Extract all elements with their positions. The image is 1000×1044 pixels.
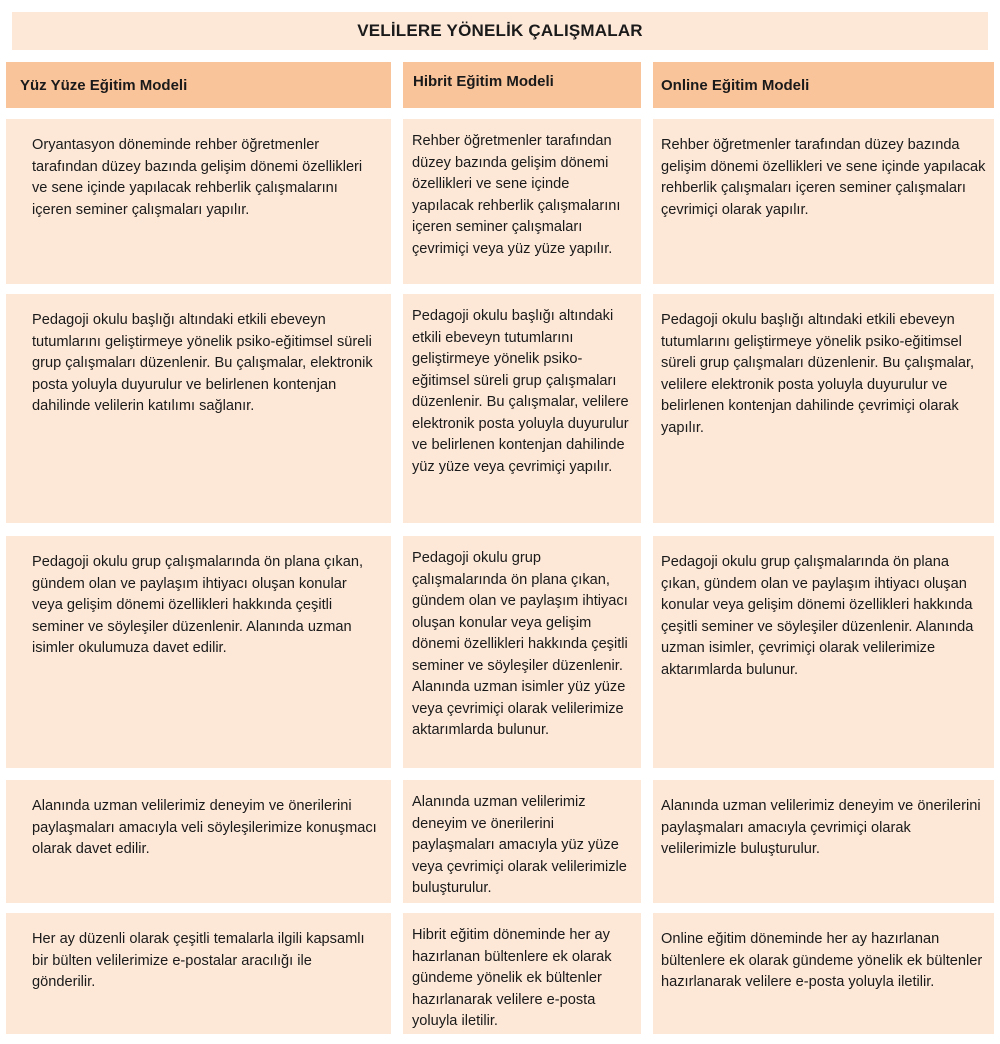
table-cell: Her ay düzenli olarak çeşitli temalarla ilgili kapsamlı bir bülten velilerimize e-postalar aracılığı ile gönderilir. (6, 913, 391, 1034)
table-cell: Pedagoji okulu grup çalışmalarında ön plana çıkan, gündem olan ve paylaşım ihtiyacı oluşan konular veya gelişim dönemi özellikleri hakkında çeşitli seminer ve söyleşiler düzenlenir. Alanında uzman isimler yüz yüze veya çevrimiçi olarak velilerimize aktarımlarda bulunur. (403, 536, 641, 768)
column-header-online: Online Eğitim Modeli (653, 62, 994, 108)
table-cell: Pedagoji okulu grup çalışmalarında ön plana çıkan, gündem olan ve paylaşım ihtiyacı oluşan konular veya gelişim dönemi özellikleri hakkında çeşitli seminer ve söyleşiler düzenlenir. Alanında uzman isimler, çevrimiçi olarak velilerimize aktarımlarda bulunur. (653, 536, 994, 768)
column-header-face-to-face: Yüz Yüze Eğitim Modeli (6, 62, 391, 108)
table-cell: Alanında uzman velilerimiz deneyim ve önerilerini paylaşmaları amacıyla yüz yüze veya çevrimiçi olarak velilerimizle buluşturulur. (403, 780, 641, 903)
table-cell: Rehber öğretmenler tarafından düzey bazında gelişim dönemi özellikleri ve sene içinde yapılacak rehberlik çalışmalarını içeren seminer çalışmaları çevrimiçi veya yüz yüze yapılır. (403, 119, 641, 284)
table-cell: Alanında uzman velilerimiz deneyim ve önerilerini paylaşmaları amacıyla çevrimiçi olarak velilerimizle buluşturulur. (653, 780, 994, 903)
table-cell: Pedagoji okulu başlığı altındaki etkili ebeveyn tutumlarını geliştirmeye yönelik psiko-eğitimsel süreli grup çalışmaları düzenlenir. Bu çalışmalar, elektronik posta yoluyla duyurulur ve belirlenen kontenjan dahilinde velilerin katılımı sağlanır. (6, 294, 391, 523)
table-cell: Oryantasyon döneminde rehber öğretmenler tarafından düzey bazında gelişim dönemi özellikleri ve sene içinde yapılacak rehberlik çalışmalarını içeren seminer çalışmaları yapılır. (6, 119, 391, 284)
table-cell: Alanında uzman velilerimiz deneyim ve önerilerini paylaşmaları amacıyla veli söyleşilerimize konuşmacı olarak davet edilir. (6, 780, 391, 903)
table-cell: Pedagoji okulu grup çalışmalarında ön plana çıkan, gündem olan ve paylaşım ihtiyacı oluşan konular veya gelişim dönemi özellikleri hakkında çeşitli seminer ve söyleşiler düzenlenir. Alanında uzman isimler okulumuza davet edilir. (6, 536, 391, 768)
table-cell: Online eğitim döneminde her ay hazırlanan bültenlere ek olarak gündeme yönelik ek bültenler hazırlanarak velilere e-posta yoluyla iletilir. (653, 913, 994, 1034)
page-title: VELİLERE YÖNELİK ÇALIŞMALAR (12, 12, 988, 50)
table-cell: Pedagoji okulu başlığı altındaki etkili ebeveyn tutumlarını geliştirmeye yönelik psiko-eğitimsel süreli grup çalışmaları düzenlenir. Bu çalışmalar, velilere elektronik posta yoluyla duyurulur ve belirlenen kontenjan dahilinde çevrimiçi olarak yapılır. (653, 294, 994, 523)
table-cell: Rehber öğretmenler tarafından düzey bazında gelişim dönemi özellikleri ve sene içinde yapılacak rehberlik çalışmaları içeren seminer çalışmaları çevrimiçi olarak yapılır. (653, 119, 994, 284)
table-cell: Pedagoji okulu başlığı altındaki etkili ebeveyn tutumlarını geliştirmeye yönelik psiko-eğitimsel süreli grup çalışmaları düzenlenir. Bu çalışmalar, velilere elektronik posta yoluyla duyurulur ve belirlenen kontenjan dahilinde yüz yüze veya çevrimiçi yapılır. (403, 294, 641, 523)
column-header-hybrid: Hibrit Eğitim Modeli (403, 62, 641, 108)
table-cell: Hibrit eğitim döneminde her ay hazırlanan bültenlere ek olarak gündeme yönelik ek bültenler hazırlanarak velilere e-posta yoluyla iletilir. (403, 913, 641, 1034)
